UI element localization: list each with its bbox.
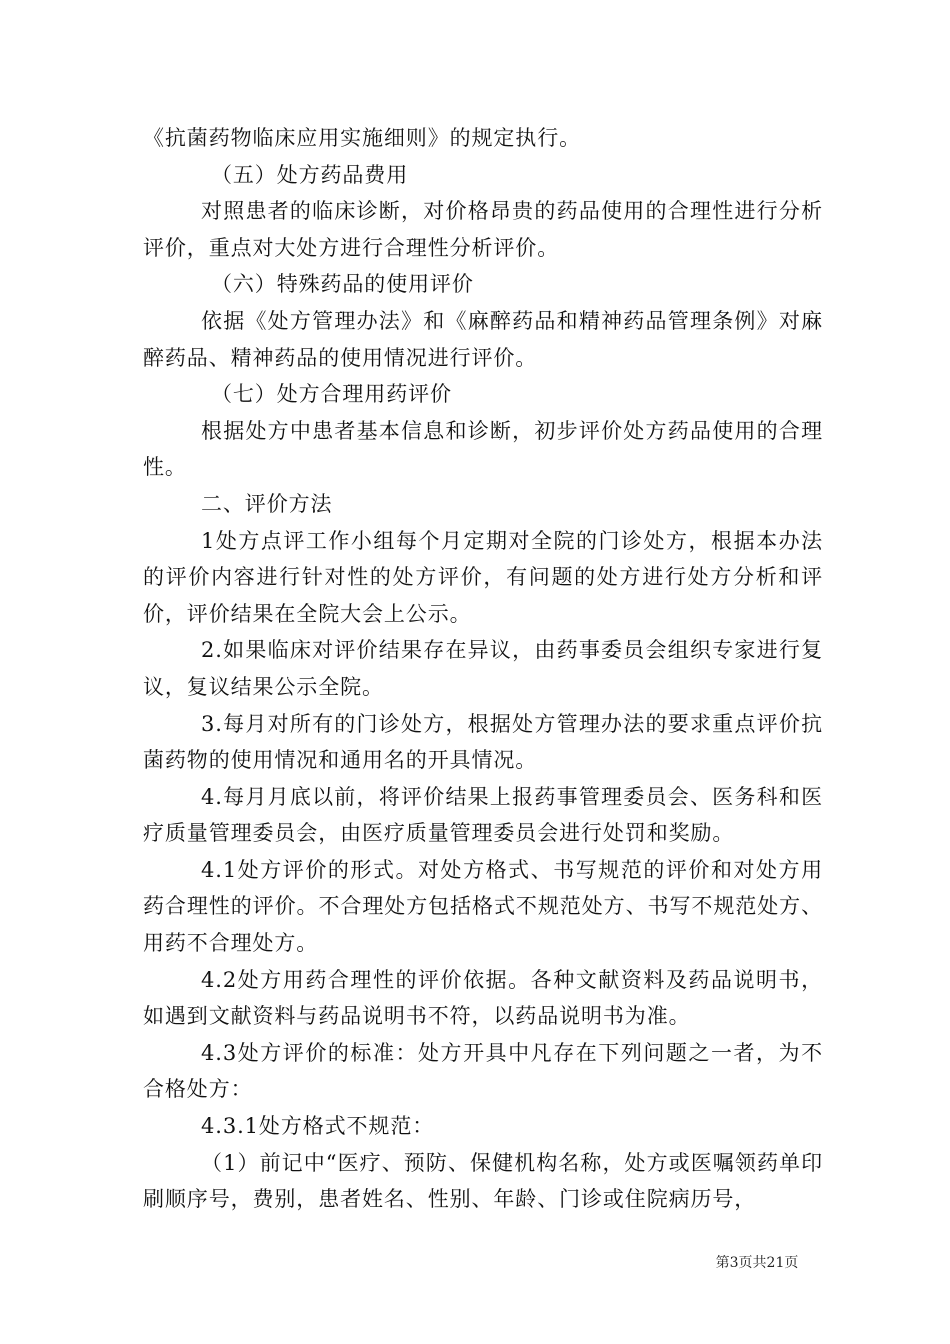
paragraph: 4.2处方用药合理性的评价依据。各种文献资料及药品说明书，如遇到文献资料与药品说明书不符，以药品说明书为准。 [143, 967, 823, 1029]
paragraph: 依据《处方管理办法》和《麻醉药品和精神药品管理条例》对麻醉药品、精神药品的使用情况进行评价。 [143, 308, 823, 370]
section-heading-7: （七）处方合理用药评价 [211, 382, 452, 407]
paragraph: 根据处方中患者基本信息和诊断，初步评价处方药品使用的合理性。 [143, 418, 823, 480]
paragraph: 4.3处方评价的标准：处方开具中凡存在下列问题之一者，为不合格处方： [143, 1040, 823, 1102]
paragraph: 1处方点评工作小组每个月定期对全院的门诊处方，根据本办法的评价内容进行针对性的处方评价，有问题的处方进行处方分析和评价，评价结果在全院大会上公示。 [143, 528, 823, 626]
paragraph: 4.3.1处方格式不规范： [201, 1114, 435, 1139]
paragraph: 3.每月对所有的门诊处方，根据处方管理办法的要求重点评价抗菌药物的使用情况和通用名的开具情况。 [143, 711, 823, 773]
paragraph: 4.每月月底以前，将评价结果上报药事管理委员会、医务科和医疗质量管理委员会，由医疗质量管理委员会进行处罚和奖励。 [143, 784, 823, 846]
paragraph: 2.如果临床对评价结果存在异议，由药事委员会组织专家进行复议，复议结果公示全院。 [143, 638, 823, 699]
section-heading-evaluation-method: 二、评价方法 [201, 491, 333, 516]
paragraph: （1）前记中“医疗、预防、保健机构名称，处方或医嘱领药单印刷顺序号，费别，患者姓名、性别、年龄、门诊或住院病历号， [143, 1150, 823, 1212]
paragraph: 4.1处方评价的形式。对处方格式、书写规范的评价和对处方用药合理性的评价。不合理处方包括格式不规范处方、书写不规范处方、用药不合理处方。 [143, 857, 823, 956]
section-heading-6: （六）特殊药品的使用评价 [211, 272, 474, 297]
paragraph: 对照患者的临床诊断，对价格昂贵的药品使用的合理性进行分析评价，重点对大处方进行合理性分析评价。 [143, 199, 823, 260]
section-heading-5: （五）处方药品费用 [211, 162, 409, 187]
paragraph: 《抗菌药物临床应用实施细则》的规定执行。 [143, 126, 581, 150]
document-body [143, 120, 823, 1218]
page-number: 第3页共21页 [715, 1255, 799, 1271]
page-footer [0, 1252, 950, 1272]
